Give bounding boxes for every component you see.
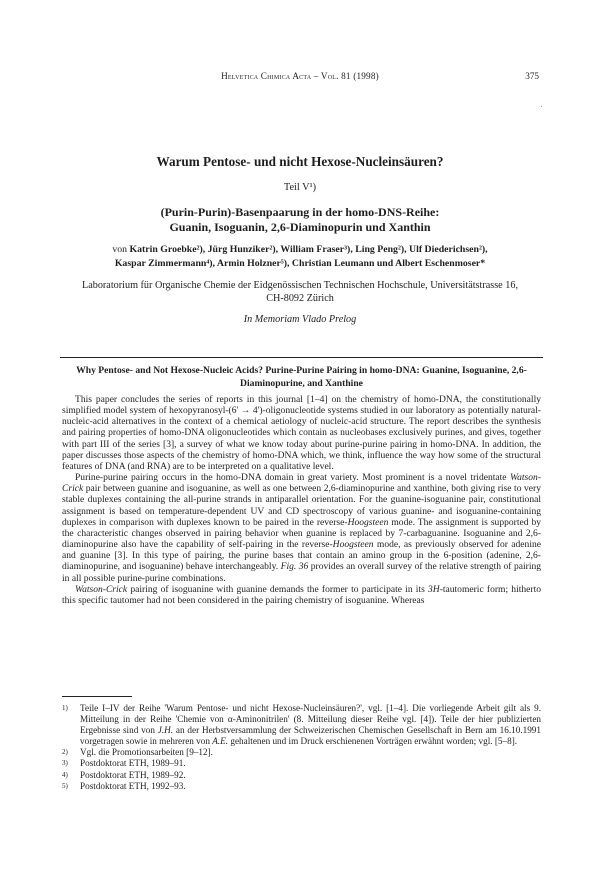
footnote-text: Vgl. die Promotionsarbeiten [9–12]. (80, 747, 213, 758)
tautomer-term: 3H (428, 583, 440, 595)
p3-text-1: pairing of isoguanine with guanine demands the former to participate in its (127, 583, 429, 595)
affiliation-line-2: CH-8092 Zürich (266, 293, 334, 304)
footnote-1-text-2: an der Herbstversammlung der Schweizerischen Chemischen Gesellschaft in Bern am 16.10.1991 vorgetragen sowie in mehreren von (80, 725, 541, 747)
p2-text-3: mode. The assignment is supported by the characteristic changes observed in pairing behavior when guanine is replaced by 7-carbaguanine. Isoguanine and 2,6-diaminopurine also have the capability of self-pairing in the reverse- (62, 516, 541, 551)
footnote-5 (62, 781, 541, 792)
author-line-2: Kaspar Zimmermann⁴), Armin Holzner⁵), Christian Leumann und Albert Eschenmoser* (114, 258, 486, 269)
footnote-mark: 2) (62, 748, 68, 757)
journal-name: Helvetica Chimica Acta – Vol. 81 (1998) (221, 71, 379, 81)
watson-crick-term: Watson-Crick (62, 472, 541, 495)
authors-von: von (112, 244, 128, 255)
author-names-1: Katrin Groebke²), Jürg Hunziker²), William Fraser³), Ling Peng²), Ulf Diederichsen²), (129, 244, 488, 255)
hoogsteen-term-1: Hoogsteen (347, 516, 389, 528)
affiliation-line-1: Laboratorium für Organische Chemie der Eidgenössischen Technischen Hochschule, Universitätstrasse 16, (81, 280, 518, 291)
footnote-text: Postdoktorat ETH, 1992–93. (80, 780, 186, 791)
author-line-1 (0, 244, 600, 255)
footnote-mark: 3) (62, 759, 68, 768)
footnote-mark: 1) (62, 704, 68, 712)
footnote-1-text-1: Teile I–IV der Reihe 'Warum Pentose- und nicht Hexose-Nucleinsäuren?', vgl. [1–4]. Die vorliegende Arbeit gilt als 9. Mitteilung in der Reihe 'Chemie von α-Aminonitrilen' (8. Mitteilung dieser Reihe vgl. [4]). Teile der hier publizierten Ergebnisse sind von (80, 703, 541, 736)
dedication: In Memoriam Vlado Prelog (243, 314, 357, 325)
footnote-rule (62, 696, 132, 697)
footnote-mark: 5) (62, 781, 68, 790)
abstract-paragraph-2 (62, 472, 541, 584)
footnotes (62, 703, 541, 792)
footnote-mark: 4) (62, 770, 68, 779)
p2-text-4: mode, as previously observed for adenine and guanine [3]. In this type of pairing, the purine bases that contain an amino group in the 6-position (adenine, 2,6-diaminopurine, and isoguanine) behave interchangeably. (62, 539, 541, 573)
footnote-1-text-3: gehaltenen und im Druck erschienenen Vorträgen erwähnt worden; vgl. [5–8]. (228, 736, 518, 747)
abstract-paragraph-1: This paper concludes the series of reports in this journal [1–4] on the chemistry of homo-DNA, the constitutionally simplified model system of hexopyranosyl-(6' → 4')-oligonucleotide systems studied in our laboratory as potentially natural-nucleic-acid alternatives in the context of a chemical aetiology of nucleic-acid structure. The report describes the synthesis and pairing properties of homo-DNA oligonucleotides which contain as nucleobases exclusively purines, and gives, together with part III of the series [3], a survey of what we know today about purine-purine pairing in homo-DNA. In addition, the paper discusses those aspects of the chemistry of homo-DNA which, we think, influence the way how some of the structural features of DNA (and RNA) are to be interpreted on a qualitative level. (62, 394, 541, 472)
initials-ae: A.E. (212, 736, 229, 747)
english-title: Why Pentose- and Not Hexose-Nucleic Acids? Purine-Purine Pairing in homo-DNA: Guanine, Isoguanine, 2,6-Diaminopurine, and Xanthine (76, 365, 527, 389)
footnote-2 (62, 747, 541, 758)
p2-text-5: provides an overall survey of the relative strength of pairing in all possible purine-purine combinations. (62, 561, 542, 584)
initials-jh: J.H. (157, 725, 174, 736)
article-subtitle-line-1: (Purin-Purin)-Basenpaarung in der homo-DNS-Reihe: (160, 205, 440, 219)
watson-crick-term-2: Watson-Crick (75, 583, 128, 595)
article-part: Teil V¹) (283, 182, 317, 193)
footnote-4 (62, 770, 541, 781)
p3-text-2: -tautomeric form; hitherto this specific tautomer had not been considered in the pairing chemistry of isoguanine. Whereas (62, 583, 541, 606)
article-title: Warum Pentose- und nicht Hexose-Nucleinsäuren? (156, 154, 444, 169)
footnote-3 (62, 758, 541, 769)
hoogsteen-term-2: Hoogsteen (332, 539, 374, 551)
abstract-top-rule (60, 357, 543, 358)
running-head (0, 71, 600, 83)
figure-reference: Fig. 36 (280, 561, 309, 573)
scan-speck (541, 106, 542, 107)
article-subtitle-line-2: Guanin, Isoguanin, 2,6-Diaminopurin und Xanthin (169, 220, 431, 234)
p2-text-2: pair between guanine and isoguanine, as well as one between 2,6-diaminopurine and xanthine, both giving rise to very stable duplexes containing the all-purine strands in antiparallel orientation. For the guanine-isoguanine pair, constitutional assignment is based on temperature-dependent UV and CD spectroscopy of various guanine- and isoguanine-containing duplexes in comparison with duplexes known to be paired in the reverse- (62, 483, 541, 528)
footnote-text: Postdoktorat ETH, 1989–92. (80, 769, 186, 780)
abstract-paragraph-3 (62, 584, 541, 606)
page-number: 375 (525, 71, 539, 81)
abstract (62, 394, 541, 606)
footnote-1 (62, 703, 541, 747)
footnote-text: Postdoktorat ETH, 1989–91. (80, 758, 186, 769)
p2-text-1: Purine-purine pairing occurs in the homo-DNA domain in great variety. Most prominent is a novel tridentate (75, 472, 511, 484)
